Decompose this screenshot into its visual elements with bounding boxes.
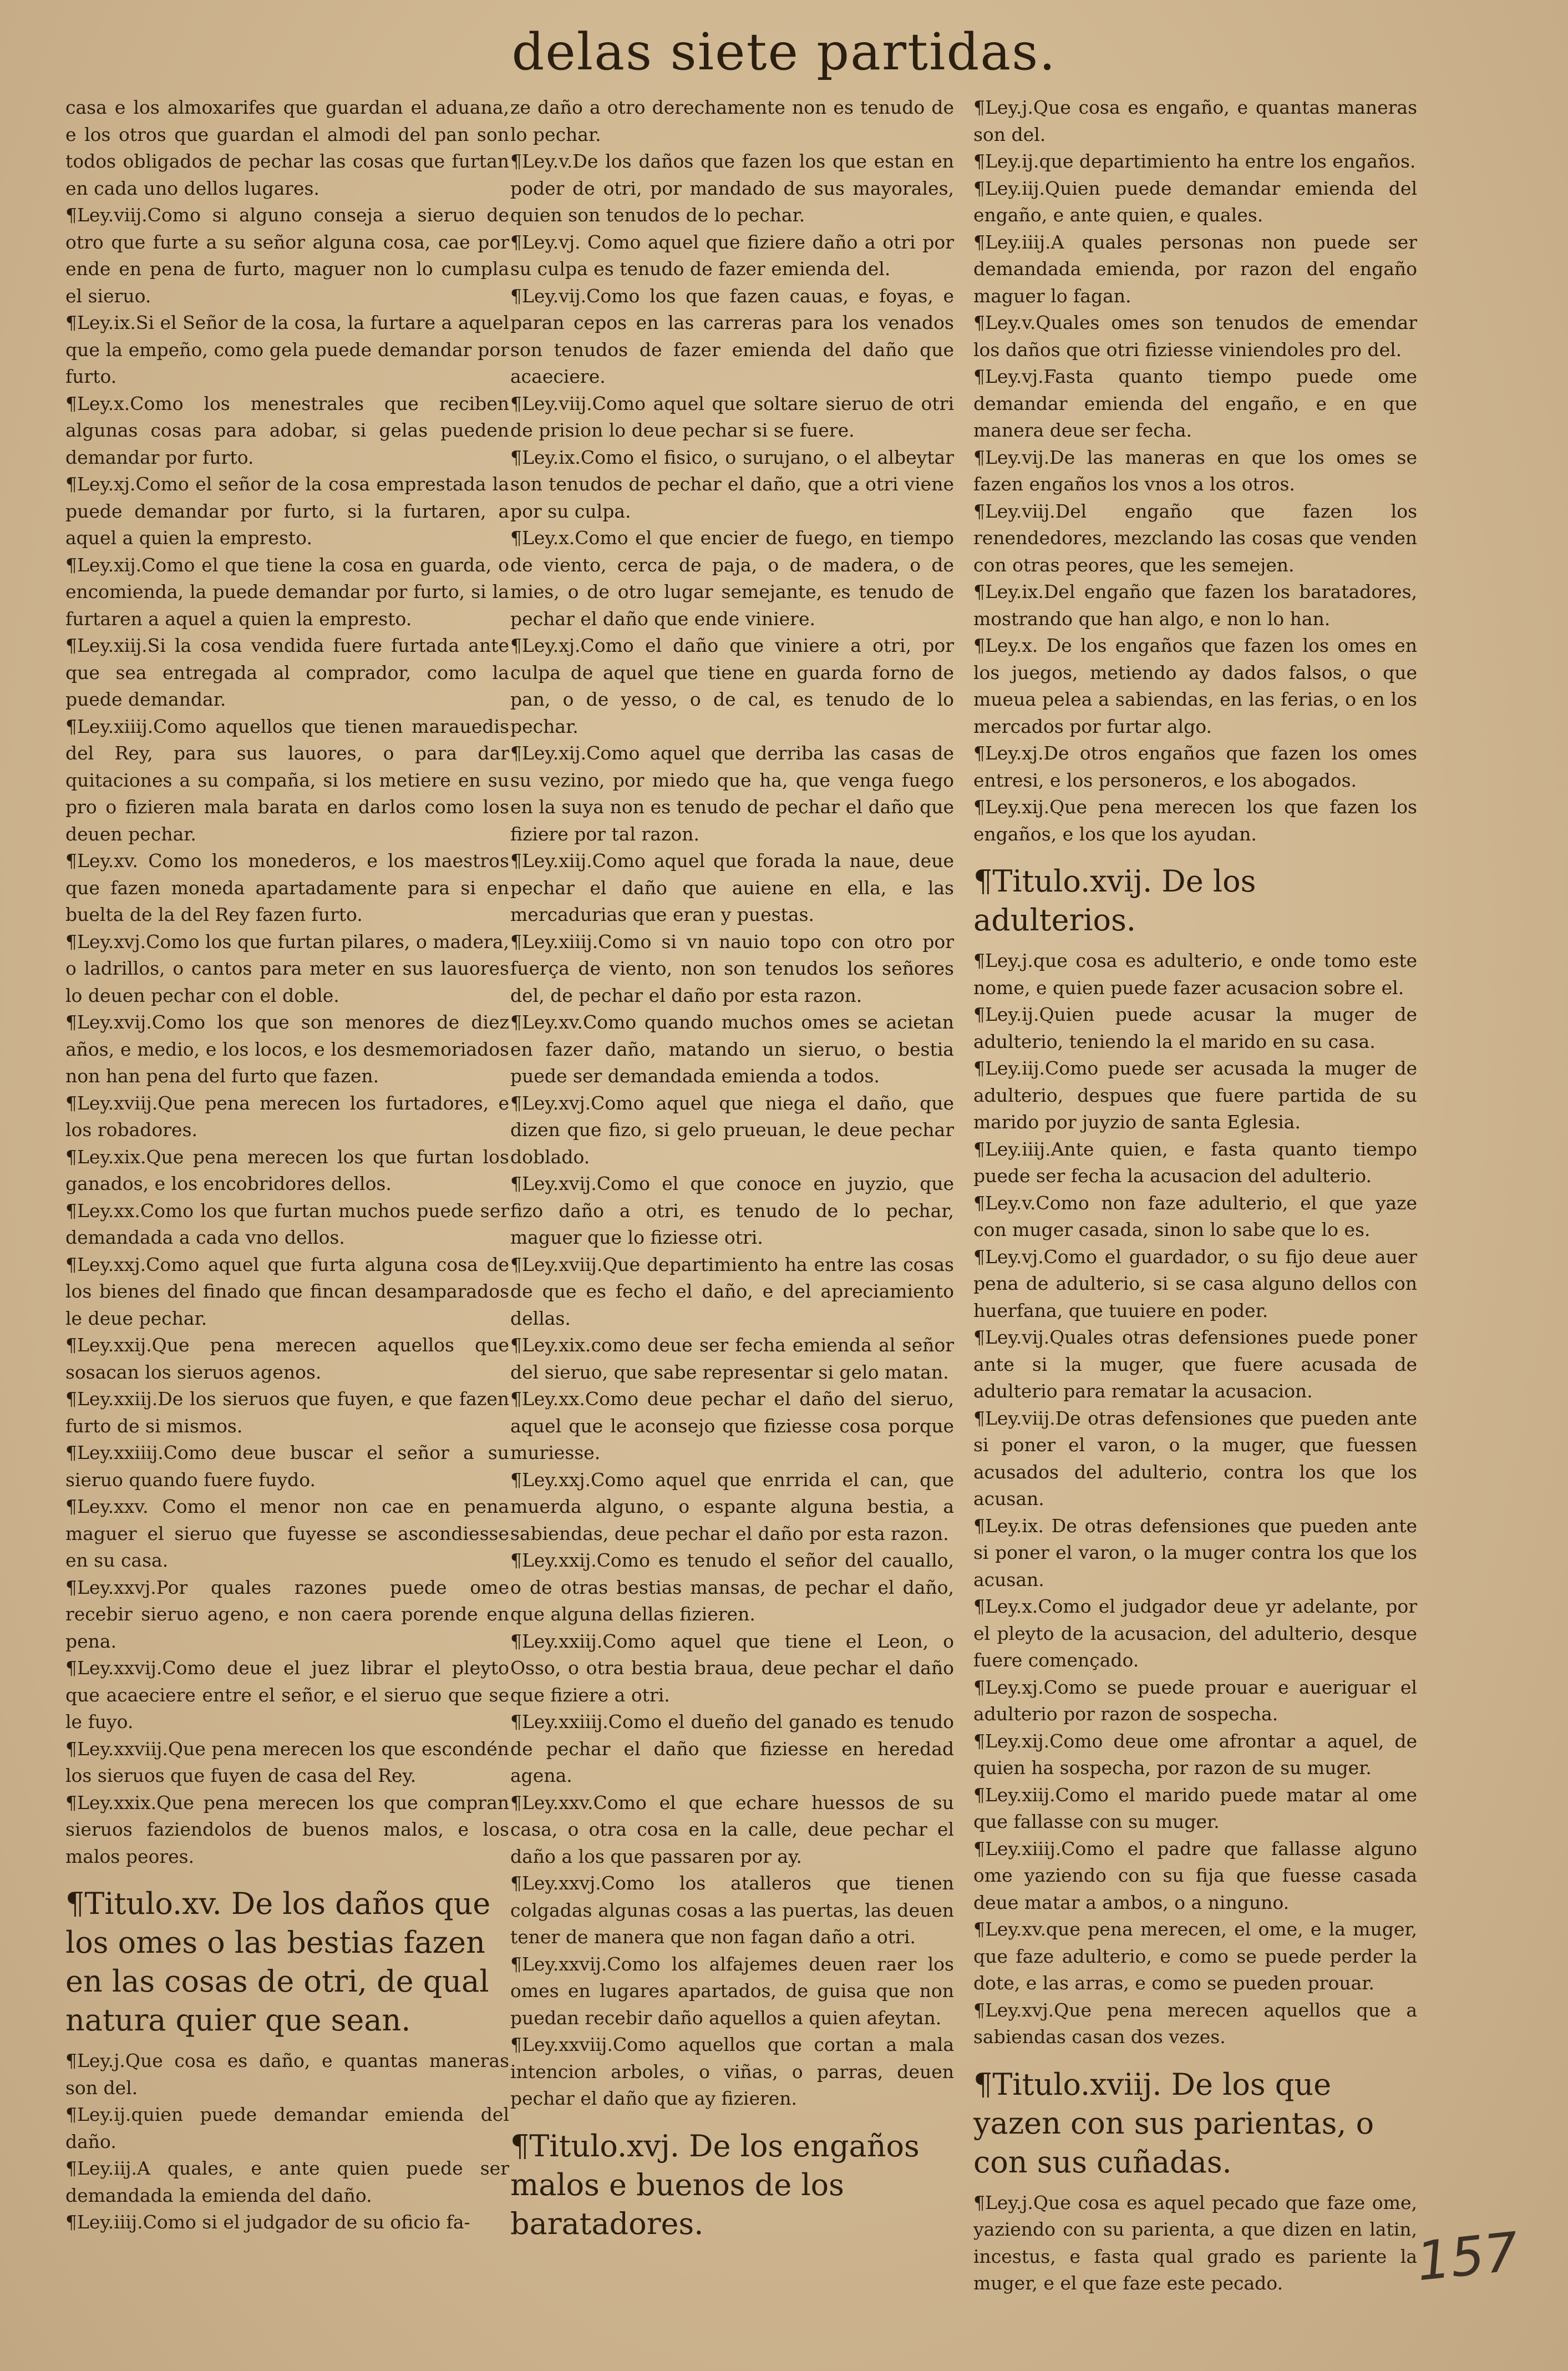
law-entry: ¶Ley.xij.Como el que tiene la cosa en guarda, o encomienda, la puede demandar por furto, si la furtaren a aquel a quien la empresto. [65, 554, 509, 630]
law-entry: ¶Ley.xxiij.De los sieruos que fuyen, e que fazen furto de si mismos. [65, 1388, 509, 1437]
law-entry: ¶Ley.xxvij.Como los alfajemes deuen raer los omes en lugares apartados, de guisa que non puedan recebir daño aquellos a quien afeytan. [510, 1953, 954, 2029]
law-entry: ¶Ley.iiij.Como si el judgador de su oficio fa- [65, 2211, 470, 2233]
title-heading: ¶Titulo.xv. De los daños que los omes o las bestias fazen en las cosas de otri, de qual natura quier que sean. [65, 1886, 491, 2038]
column-middle [510, 94, 954, 2241]
law-entry: ze daño a otro derechamente non es tenudo de lo pechar. [510, 97, 954, 145]
law-entry: ¶Ley.xix.Que pena merecen los que furtan los ganados, e los encobridores dellos. [65, 1146, 509, 1194]
law-entry: ¶Ley.j.Que cosa es daño, e quantas maneras son del. [65, 2050, 509, 2099]
law-entry: ¶Ley.xxiij.Como aquel que tiene el Leon, o Osso, o otra bestia braua, deue pechar el daño que fiziere a otri. [510, 1630, 954, 1706]
law-entry: ¶Ley.xiiij.Como el padre que fallasse alguno ome yaziendo con su fija que fuesse casada deue matar a ambos, o a ninguno. [973, 1837, 1417, 1913]
law-entry: ¶Ley.xvj.Que pena merecen aquellos que a sabiendas casan dos vezes. [973, 1999, 1417, 2048]
title-heading: ¶Titulo.xviij. De los que yazen con sus parientas, o con sus cuñadas. [973, 2066, 1374, 2180]
running-head: delas siete partidas. [511, 22, 1057, 82]
law-entry: ¶Ley.viij.Como aquel que soltare sieruo de otri de prision lo deue pechar si se fuere. [510, 392, 954, 441]
law-entry: ¶Ley.xix.como deue ser fecha emienda al señor del sieruo, que sabe representar si gelo matan. [510, 1334, 954, 1383]
law-entry: ¶Ley.x.Como el judgador deue yr adelante, por el pleyto de la acusacion, del adulterio, desque fuere començado. [973, 1595, 1417, 1671]
law-entry: ¶Ley.xxix.Que pena merecen los que compran sieruos faziendolos de buenos malos, e los malos peores. [65, 1791, 509, 1867]
law-entry: ¶Ley.xxj.Como aquel que furta alguna cosa de los bienes del finado que fincan desamparados le deue pechar. [65, 1253, 509, 1329]
law-entry: ¶Ley.ix.Si el Señor de la cosa, la furtare a aquel que la empeño, como gela puede demandar por furto. [65, 312, 509, 387]
law-entry: ¶Ley.xv. Como los monederos, e los maestros que fazen moneda apartadamente para si en buelta de la del Rey fazen furto. [65, 850, 509, 925]
title-heading: ¶Titulo.xvij. De los adulterios. [973, 864, 1256, 938]
law-entry: ¶Ley.xij.Como deue ome afrontar a aquel, de quien ha sospecha, por razon de su muger. [973, 1730, 1417, 1779]
law-entry: ¶Ley.v.Como non faze adulterio, el que yaze con muger casada, sinon lo sabe que lo es. [973, 1192, 1417, 1240]
law-entry: ¶Ley.j.Que cosa es aquel pecado que faze ome, yaziendo con su parienta, a que dizen en latin, incestus, e fasta qual grado es pariente la muger, e el que faze este pecado. [973, 2191, 1417, 2294]
law-entry: ¶Ley.v.Quales omes son tenudos de emendar los daños que otri fiziesse viniendoles pro del. [973, 312, 1417, 361]
law-entry: ¶Ley.xviij.Que pena merecen los furtadores, e los robadores. [65, 1092, 509, 1141]
law-entry: ¶Ley.viij.De otras defensiones que pueden ante si poner el varon, o la muger, que fuessen acusados del adulterio, contra los que los acusan. [973, 1407, 1417, 1509]
law-entry: ¶Ley.xxviij.Como aquellos que cortan a mala intencion arboles, o viñas, o parras, deuen pechar el daño que ay fizieren. [510, 2034, 954, 2109]
law-entry: ¶Ley.xv.que pena merecen, el ome, e la muger, que faze adulterio, e como se puede perder la dote, e las arras, e como se pueden prouar. [973, 1918, 1417, 1994]
law-entry: ¶Ley.xxij.Que pena merecen aquellos que sosacan los sieruos agenos. [65, 1334, 509, 1383]
law-entry: ¶Ley.x. De los engaños que fazen los omes en los juegos, metiendo ay dados falsos, o que mueua pelea a sabiendas, en las ferias, o en los mercados por furtar algo. [973, 635, 1417, 737]
law-entry: ¶Ley.xxvij.Como deue el juez librar el pleyto que acaeciere entre el señor, e el sieruo que se le fuyo. [65, 1657, 509, 1732]
law-entry: ¶Ley.iiij.Ante quien, e fasta quanto tiempo puede ser fecha la acusacion del adulterio. [973, 1138, 1417, 1187]
law-entry: ¶Ley.xj.De otros engaños que fazen los omes entresi, e los personeros, e los abogados. [973, 742, 1417, 791]
law-entry: ¶Ley.iij.A quales, e ante quien puede ser demandada la emienda del daño. [65, 2157, 509, 2206]
law-entry: ¶Ley.xiij.Como aquel que forada la naue, deue pechar el daño que auiene en ella, e las mercadurias que eran y puestas. [510, 850, 954, 925]
law-entry: casa e los almoxarifes que guardan el aduana, e los otros que guardan el almodi del pan son todos obligados de pechar las cosas que furtan en cada uno dellos lugares. [65, 97, 509, 199]
law-entry: ¶Ley.vij.Como los que fazen cauas, e foyas, e paran cepos en las carreras para los venados son tenudos de fazer emienda del daño que acaeciere. [510, 285, 954, 387]
law-entry: ¶Ley.ix.Como el fisico, o surujano, o el albeytar son tenudos de pechar el daño, que a otri viene por su culpa. [510, 446, 954, 522]
law-entry: ¶Ley.xv.Como quando muchos omes se acietan en fazer daño, matando un sieruo, o bestia puede ser demandada emienda a todos. [510, 1011, 954, 1087]
law-entry: ¶Ley.xvij.Como el que conoce en juyzio, que fizo daño a otri, es tenudo de lo pechar, maguer que lo fiziesse otri. [510, 1173, 954, 1248]
law-entry: ¶Ley.xx.Como deue pechar el daño del sieruo, aquel que le aconsejo que fiziesse cosa porque muriesse. [510, 1388, 954, 1463]
law-entry: ¶Ley.ij.que departimiento ha entre los engaños. [973, 150, 1416, 172]
law-entry: ¶Ley.ix. De otras defensiones que pueden ante si poner el varon, o la muger contra los que los acusan. [973, 1514, 1417, 1590]
law-entry: ¶Ley.viij.Del engaño que fazen los renendedores, mezclando las cosas que venden con otras peores, que les semejen. [973, 500, 1417, 576]
law-entry: ¶Ley.vj.Fasta quanto tiempo puede ome demandar emienda del engaño, e en que manera deue ser fecha. [973, 366, 1417, 441]
law-entry: ¶Ley.xxvj.Como los atalleros que tienen colgadas algunas cosas a las puertas, las deuen tener de manera que non fagan daño a otri. [510, 1872, 954, 1948]
law-entry: ¶Ley.xviij.Que departimiento ha entre las cosas de que es fecho el daño, e del apreciamiento dellas. [510, 1253, 954, 1329]
law-entry: ¶Ley.x.Como el que encier de fuego, en tiempo de viento, cerca de paja, o de madera, o de mies, o de otro lugar semejante, es tenudo de pechar el daño que ende viniere. [510, 527, 954, 630]
law-entry: ¶Ley.xxv. Como el menor non cae en pena maguer el sieruo que fuyesse se ascondiesse en su casa. [65, 1496, 509, 1571]
law-entry: ¶Ley.j.Que cosa es engaño, e quantas maneras son del. [973, 97, 1417, 145]
law-entry: ¶Ley.ix.Del engaño que fazen los baratadores, mostrando que han algo, e non lo han. [973, 581, 1417, 630]
law-entry: ¶Ley.xxv.Como el que echare huessos de su casa, o otra cosa en la calle, deue pechar el daño a los que passaren por ay. [510, 1791, 954, 1867]
law-entry: ¶Ley.xx.Como los que furtan muchos puede ser demandada a cada vno dellos. [65, 1199, 509, 1248]
law-entry: ¶Ley.xj.Como el daño que viniere a otri, por culpa de aquel que tiene en guarda forno de pan, o de yesso, o de cal, es tenudo de lo pechar. [510, 635, 954, 737]
law-entry: ¶Ley.ij.quien puede demandar emienda del daño. [65, 2104, 509, 2152]
law-entry: ¶Ley.viij.Como si alguno conseja a sieruo de otro que furte a su señor alguna cosa, cae por ende en pena de furto, maguer non lo cumpla el sieruo. [65, 204, 509, 307]
law-entry: ¶Ley.xiiij.Como aquellos que tienen marauedis del Rey, para sus lauores, o para dar quitaciones a su compaña, si los metiere en su pro o fizieren mala barata en darlos como los deuen pechar. [65, 715, 509, 845]
law-entry: ¶Ley.vj.Como el guardador, o su fijo deue auer pena de adulterio, si se casa alguno dellos con huerfana, que tuuiere en poder. [973, 1245, 1417, 1321]
law-entry: ¶Ley.xiij.Como el marido puede matar al ome que fallasse con su muger. [973, 1784, 1417, 1832]
law-entry: ¶Ley.iij.Como puede ser acusada la muger de adulterio, despues que fuere partida de su marido por juyzio de santa Eglesia. [973, 1057, 1417, 1133]
folio-number: 157 [1413, 2220, 1521, 2293]
law-entry: ¶Ley.vj. Como aquel que fiziere daño a otri por su culpa es tenudo de fazer emienda del. [510, 231, 954, 280]
column-left [65, 94, 509, 2233]
law-entry: ¶Ley.xvj.Como los que furtan pilares, o madera, o ladrillos, o cantos para meter en sus lauores lo deuen pechar con el doble. [65, 930, 509, 1006]
law-entry: ¶Ley.vij.De las maneras en que los omes se fazen engaños los vnos a los otros. [973, 446, 1417, 495]
law-entry: ¶Ley.xxvj.Por quales razones puede ome recebir sieruo ageno, e non caera porende en pena. [65, 1576, 509, 1652]
law-entry: ¶Ley.xvj.Como aquel que niega el daño, que dizen que fizo, si gelo prueuan, le deue pechar doblado. [510, 1092, 954, 1168]
law-entry: ¶Ley.xvij.Como los que son menores de diez años, e medio, e los locos, e los desmemoriados non han pena del furto que fazen. [65, 1011, 509, 1087]
law-entry: ¶Ley.xxj.Como aquel que enrrida el can, que muerda alguno, o espante alguna bestia, a sabiendas, deue pechar el daño por esta razon. [510, 1468, 954, 1544]
law-entry: ¶Ley.xj.Como el señor de la cosa emprestada la puede demandar por furto, si la furtaren, a aquel a quien la empresto. [65, 473, 509, 549]
law-entry: ¶Ley.j.que cosa es adulterio, e onde tomo este nome, e quien puede fazer acusacion sobre el. [973, 950, 1417, 999]
law-entry: ¶Ley.xiij.Si la cosa vendida fuere furtada ante que sea entregada al comprador, como la puede demandar. [65, 635, 509, 710]
law-entry: ¶Ley.x.Como los menestrales que reciben algunas cosas para adobar, si gelas pueden demandar por furto. [65, 392, 509, 468]
law-entry: ¶Ley.xij.Que pena merecen los que fazen los engaños, e los que los ayudan. [973, 796, 1417, 845]
law-entry: ¶Ley.ij.Quien puede acusar la muger de adulterio, teniendo la el marido en su casa. [973, 1004, 1417, 1052]
column-right [973, 94, 1417, 2294]
law-entry: ¶Ley.xxiiij.Como el dueño del ganado es tenudo de pechar el daño que fiziesse en heredad agena. [510, 1711, 954, 1786]
law-entry: ¶Ley.xxiiij.Como deue buscar el señor a su sieruo quando fuere fuydo. [65, 1442, 509, 1491]
law-entry: ¶Ley.v.De los daños que fazen los que estan en poder de otri, por mandado de sus mayorales, quien son tenudos de lo pechar. [510, 150, 954, 226]
law-entry: ¶Ley.xj.Como se puede prouar e aueriguar el adulterio por razon de sospecha. [973, 1676, 1417, 1725]
law-entry: ¶Ley.vij.Quales otras defensiones puede poner ante si la muger, que fuere acusada de adulterio para rematar la acusacion. [973, 1326, 1417, 1402]
law-entry: ¶Ley.xij.Como aquel que derriba las casas de su vezino, por miedo que ha, que venga fuego en la suya non es tenudo de pechar el daño que fiziere por tal razon. [510, 742, 954, 845]
law-entry: ¶Ley.xxviij.Que pena merecen los que escondén los sieruos que fuyen de casa del Rey. [65, 1737, 509, 1786]
law-entry: ¶Ley.iiij.A quales personas non puede ser demandada emienda, por razon del engaño maguer lo fagan. [973, 231, 1417, 307]
law-entry: ¶Ley.xxij.Como es tenudo el señor del cauallo, o de otras bestias mansas, de pechar el daño, que alguna dellas fizieren. [510, 1549, 954, 1625]
title-heading: ¶Titulo.xvj. De los engaños malos e buenos de los baratadores. [510, 2128, 920, 2241]
law-entry: ¶Ley.xiiij.Como si vn nauio topo con otro por fuerça de viento, non son tenudos los señores del, de pechar el daño por esta razon. [510, 930, 954, 1006]
law-entry: ¶Ley.iij.Quien puede demandar emienda del engaño, e ante quien, e quales. [973, 177, 1417, 226]
